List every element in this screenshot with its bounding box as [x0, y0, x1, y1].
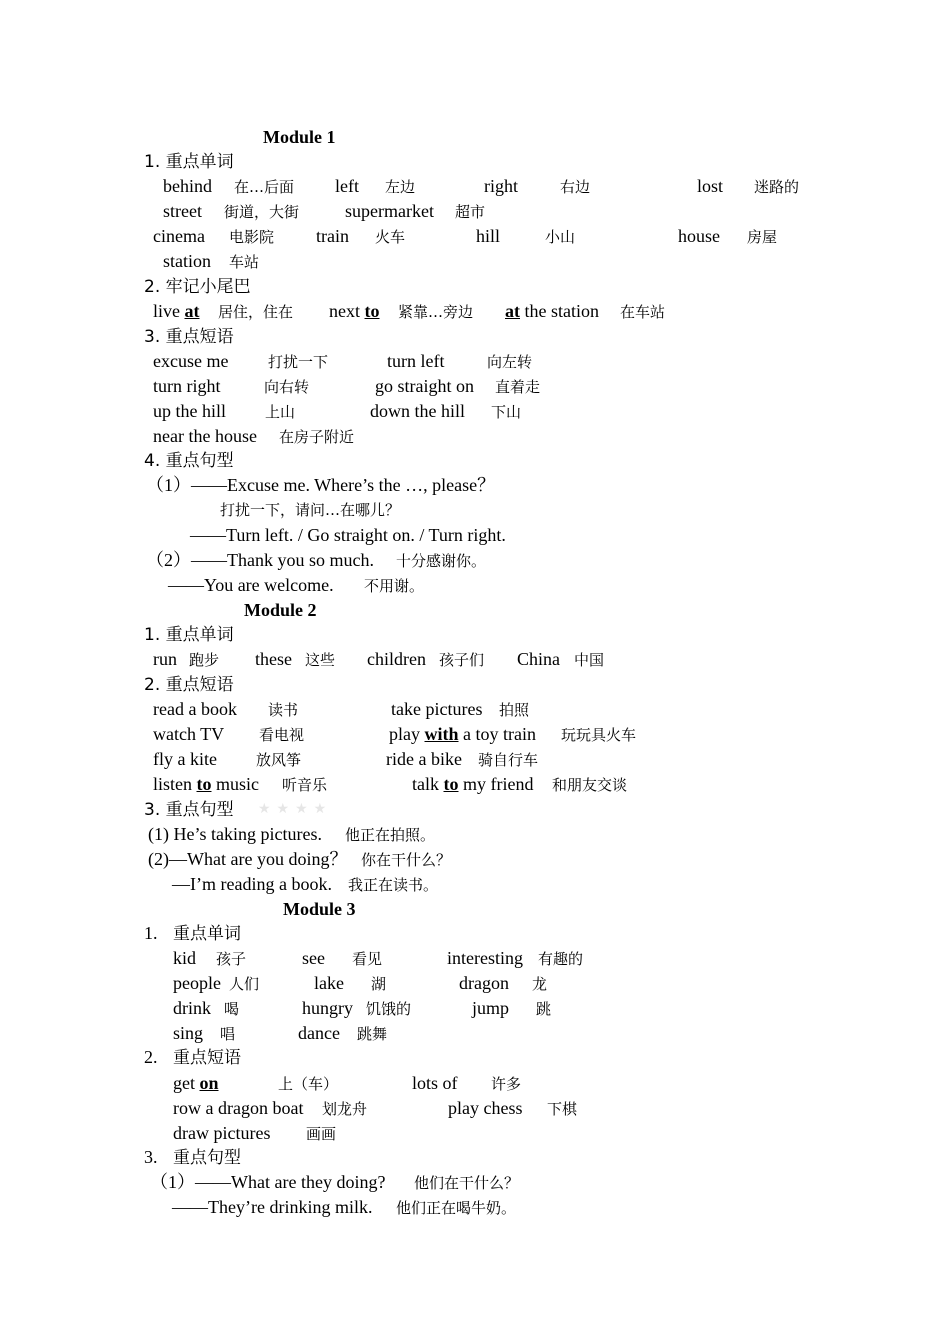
phrase: turn left	[387, 351, 445, 371]
phrase: get on	[173, 1073, 219, 1093]
m1-section-sentences: 4. 重点句型	[144, 451, 234, 471]
phrase-meaning: 读书	[268, 701, 299, 719]
phrase: turn right	[153, 376, 221, 396]
phrase: listen to music	[153, 774, 259, 794]
phrase-meaning: 骑自行车	[478, 751, 539, 769]
vocab-meaning: 跳	[536, 1000, 552, 1018]
m3-section-words-number: 1.	[144, 923, 158, 943]
phrase-meaning: 向右转	[264, 378, 310, 396]
vocab-word: behind	[163, 176, 212, 196]
module-1-title: Module 1	[263, 127, 336, 147]
vocab-meaning: 左边	[385, 178, 416, 196]
vocab-word: street	[163, 201, 202, 221]
sentence-translation: 你在干什么？	[361, 851, 452, 869]
vocab-meaning: 火车	[375, 228, 406, 246]
vocab-meaning: 中国	[574, 651, 605, 669]
phrase: read a book	[153, 699, 237, 719]
vocab-meaning: 这些	[305, 651, 336, 669]
vocab-word: these	[255, 649, 292, 669]
tail-preposition: to	[364, 301, 380, 321]
module-2-title: Module 2	[244, 600, 317, 620]
vocab-word: dance	[298, 1023, 340, 1043]
vocab-word: cinema	[153, 226, 205, 246]
phrase-meaning: 下山	[491, 403, 522, 421]
vocab-meaning: 小山	[545, 228, 576, 246]
m3-section-sentences-number: 3.	[144, 1147, 158, 1167]
sentence: (2)—What are you doing？	[148, 849, 348, 869]
vocab-word: kid	[173, 948, 197, 968]
vocab-word: hungry	[302, 998, 353, 1018]
tail-meaning: 居住，住在	[218, 303, 294, 321]
phrase: play with a toy train	[389, 724, 536, 744]
vocab-meaning: 人们	[229, 975, 260, 993]
sentence: （1）——Excuse me. Where’s the …, please？	[146, 475, 496, 495]
vocab-meaning: 电影院	[229, 228, 275, 246]
vocab-meaning: 饥饿的	[366, 1000, 412, 1018]
m2-section-phrases: 2. 重点短语	[144, 675, 234, 695]
phrase: draw pictures	[173, 1123, 271, 1143]
sentence-translation: 他们在干什么？	[414, 1174, 520, 1192]
tail-preposition: at	[184, 301, 200, 321]
vocab-word: right	[484, 176, 518, 196]
vocab-meaning: 房屋	[747, 228, 778, 246]
phrase-meaning: 画画	[306, 1125, 337, 1143]
vocab-meaning: 跳舞	[357, 1025, 388, 1043]
phrase: up the hill	[153, 401, 226, 421]
phrase-meaning: 打扰一下	[268, 353, 329, 371]
vocab-meaning: 看见	[352, 950, 383, 968]
tail-phrase: live at	[153, 301, 200, 321]
vocab-word: children	[367, 649, 426, 669]
phrase-meaning: 听音乐	[282, 776, 328, 794]
faint-stars-decoration: ★★★★	[258, 802, 333, 817]
phrase: row a dragon boat	[173, 1098, 304, 1118]
m2-section-words: 1. 重点单词	[144, 625, 234, 645]
phrase-meaning: 和朋友交谈	[552, 776, 628, 794]
vocab-word: lake	[314, 973, 344, 993]
vocab-meaning: 孩子	[216, 950, 247, 968]
sentence: (1) He’s taking pictures.	[148, 824, 322, 844]
vocab-word: China	[517, 649, 560, 669]
vocab-word: sing	[173, 1023, 204, 1043]
phrase: watch TV	[153, 724, 225, 744]
underlined-preposition: to	[443, 774, 459, 794]
tail-preposition: at	[505, 301, 520, 321]
vocab-meaning: 湖	[371, 975, 387, 993]
phrase-meaning: 许多	[491, 1075, 522, 1093]
vocab-word: left	[335, 176, 359, 196]
underlined-preposition: with	[424, 724, 459, 744]
sentence: ——Turn left. / Go straight on. / Turn right.	[190, 525, 506, 545]
phrase-meaning: 看电视	[259, 726, 305, 744]
sentence-translation: 打扰一下，请问…在哪儿？	[220, 501, 401, 519]
vocab-meaning: 龙	[532, 975, 548, 993]
vocab-word: station	[163, 251, 211, 271]
vocab-meaning: 超市	[455, 203, 486, 221]
tail-phrase: at the station	[505, 301, 599, 321]
phrase: fly a kite	[153, 749, 217, 769]
vocab-meaning: 孩子们	[439, 651, 485, 669]
phrase: play chess	[448, 1098, 523, 1118]
m3-section-phrases-number: 2.	[144, 1047, 158, 1067]
underlined-preposition: on	[199, 1073, 219, 1093]
vocab-word: hill	[476, 226, 501, 246]
phrase: near the house	[153, 426, 257, 446]
phrase-meaning: 放风筝	[256, 751, 302, 769]
module-3-title: Module 3	[283, 899, 356, 919]
phrase-meaning: 上山	[265, 403, 296, 421]
phrase-meaning: 上（车）	[278, 1075, 339, 1093]
phrase: excuse me	[153, 351, 229, 371]
vocab-meaning: 唱	[220, 1025, 236, 1043]
sentence: ——You are welcome.	[168, 575, 334, 595]
m3-section-phrases: 重点短语	[173, 1048, 241, 1068]
phrase-meaning: 在房子附近	[279, 428, 355, 446]
phrase: ride a bike	[386, 749, 462, 769]
vocab-word: dragon	[459, 973, 509, 993]
vocab-word: jump	[472, 998, 510, 1018]
sentence-translation: 我正在读书。	[348, 876, 439, 894]
m3-section-words: 重点单词	[173, 924, 241, 944]
sentence: —I’m reading a book.	[172, 874, 332, 894]
vocab-word: drink	[173, 998, 211, 1018]
phrase: go straight on	[375, 376, 474, 396]
sentence-translation: 不用谢。	[364, 577, 425, 595]
sentence-translation: 他正在拍照。	[345, 826, 436, 844]
m3-section-sentences: 重点句型	[173, 1148, 241, 1168]
phrase-meaning: 拍照	[499, 701, 530, 719]
sentence: （2）——Thank you so much.	[146, 550, 374, 570]
sentence: （1）——What are they doing?	[150, 1172, 386, 1192]
m2-section-sentences: 3. 重点句型	[144, 800, 234, 820]
vocab-word: see	[302, 948, 325, 968]
vocab-word: people	[173, 973, 221, 993]
phrase-meaning: 直着走	[495, 378, 541, 396]
phrase: take pictures	[391, 699, 483, 719]
tail-meaning: 在车站	[620, 303, 666, 321]
phrase-meaning: 向左转	[487, 353, 533, 371]
tail-phrase: next to	[329, 301, 380, 321]
vocab-meaning: 车站	[229, 253, 260, 271]
m1-section-tails: 2. 牢记小尾巴	[144, 277, 251, 297]
vocab-meaning: 在…后面	[234, 178, 295, 196]
phrase-meaning: 下棋	[547, 1100, 578, 1118]
vocab-word: supermarket	[345, 201, 434, 221]
m1-section-words: 1. 重点单词	[144, 152, 234, 172]
vocab-meaning: 有趣的	[538, 950, 584, 968]
vocab-word: train	[316, 226, 349, 246]
vocab-meaning: 右边	[560, 178, 591, 196]
vocab-meaning: 街道，大街	[224, 203, 300, 221]
vocab-meaning: 跑步	[189, 651, 220, 669]
underlined-preposition: to	[196, 774, 212, 794]
sentence-translation: 他们正在喝牛奶。	[396, 1199, 517, 1217]
phrase-meaning: 玩玩具火车	[561, 726, 637, 744]
vocab-meaning: 迷路的	[754, 178, 800, 196]
vocab-word: house	[678, 226, 720, 246]
phrase: lots of	[412, 1073, 458, 1093]
sentence-translation: 十分感谢你。	[396, 552, 487, 570]
phrase: down the hill	[370, 401, 465, 421]
tail-meaning: 紧靠…旁边	[398, 303, 474, 321]
vocab-word: interesting	[447, 948, 523, 968]
phrase-meaning: 划龙舟	[322, 1100, 368, 1118]
vocab-word: run	[153, 649, 177, 669]
vocab-word: lost	[697, 176, 724, 196]
sentence: ——They’re drinking milk.	[172, 1197, 373, 1217]
phrase: talk to my friend	[412, 774, 534, 794]
m1-section-phrases: 3. 重点短语	[144, 327, 234, 347]
vocab-meaning: 喝	[224, 1000, 240, 1018]
